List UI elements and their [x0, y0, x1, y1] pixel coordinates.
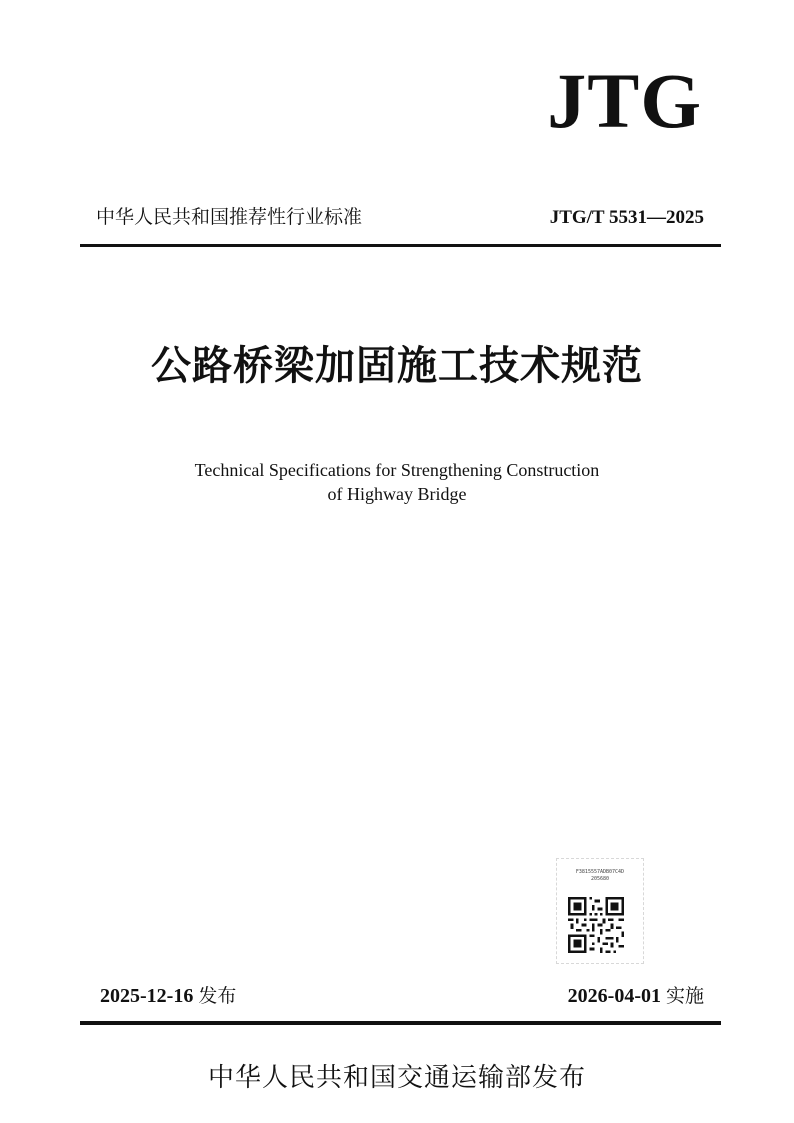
document-title-chinese: 公路桥梁加固施工技术规范	[151, 343, 643, 389]
bottom-rule	[80, 1021, 721, 1025]
standard-code: JTG/T 5531—2025	[549, 207, 704, 228]
jtg-logo: JTG	[547, 57, 702, 144]
top-rule	[80, 244, 721, 247]
document-title-english	[0, 458, 794, 506]
sticker-serial-line-1: F3815557ADB07C4D	[575, 869, 625, 875]
issue-date: 2025-12-16	[100, 985, 194, 1007]
publisher: 中华人民共和国交通运输部发布	[207, 1063, 586, 1093]
english-title-line-1: Technical Specifications for Strengthening Construction	[194, 460, 600, 480]
implementation-date-line	[568, 983, 704, 1009]
anti-counterfeit-sticker	[556, 858, 644, 964]
english-title-line-2: of Highway Bridge	[327, 484, 467, 504]
issue-label: 发布	[198, 985, 237, 1007]
sticker-serial	[557, 869, 643, 883]
implementation-date: 2026-04-01	[567, 985, 661, 1007]
qr-code-icon	[568, 897, 624, 953]
implementation-label: 实施	[665, 985, 704, 1007]
standard-type: 中华人民共和国推荐性行业标准	[96, 206, 363, 228]
issue-date-line	[100, 983, 236, 1009]
sticker-serial-line-2: 205680	[590, 876, 610, 882]
